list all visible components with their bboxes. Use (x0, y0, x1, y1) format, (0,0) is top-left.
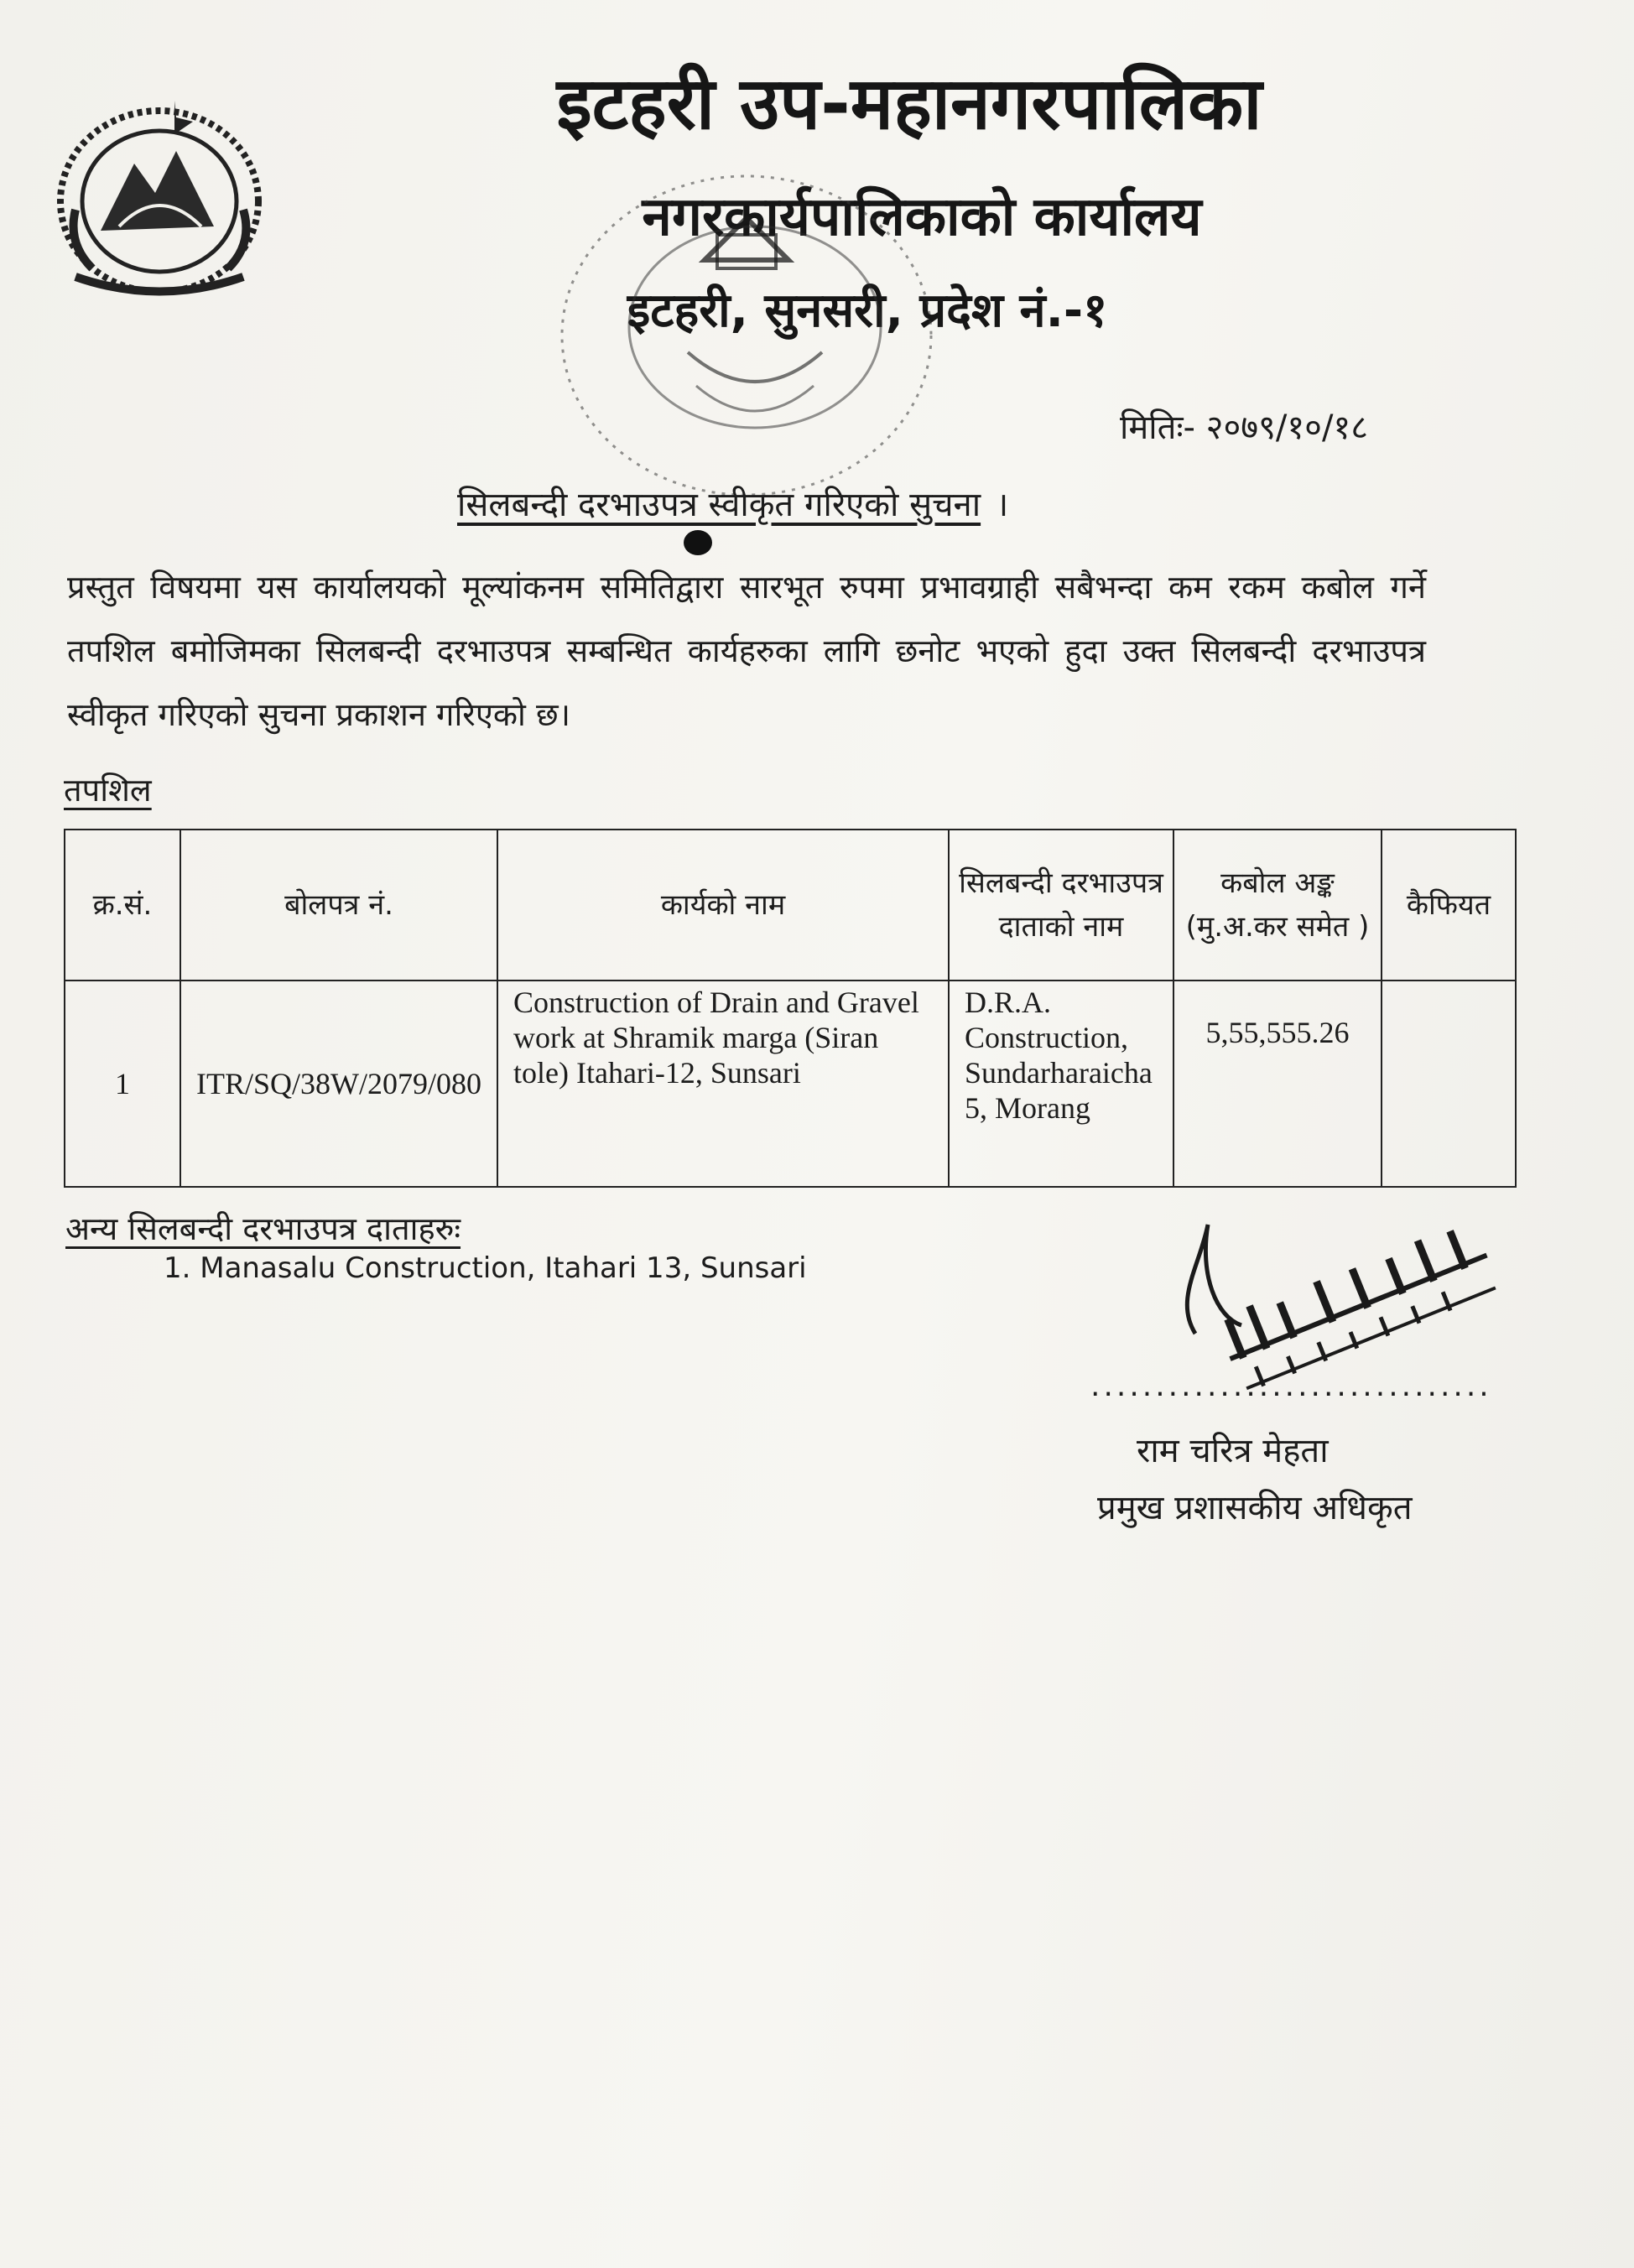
tender-table (64, 829, 1517, 1188)
col-header-bid-no: बोलपत्र नं. (180, 830, 497, 981)
cell-bidder: D.R.A. Construction, Sundarharaicha 5, Morang (949, 981, 1173, 1187)
other-bidder-item: 1. Manasalu Construction, Itahari 13, Sunsari (164, 1251, 807, 1285)
notice-date: मितिः- २०७९/१०/१८ (1120, 408, 1369, 447)
cell-bid-no: ITR/SQ/38W/2079/080 (180, 981, 497, 1187)
office-address: इटहरी, सुनसरी, प्रदेश नं.-१ (627, 284, 1108, 338)
col-header-work-name: कार्यको नाम (497, 830, 949, 981)
ink-blot (684, 530, 712, 555)
org-name: इटहरी उप-महानगरपालिका (556, 62, 1262, 146)
office-seal-stamp (537, 159, 956, 512)
col-header-amount: कबोल अङ्क (मु.अ.कर समेत ) (1173, 830, 1382, 981)
signatory-name: राम चरित्र मेहता (1137, 1432, 1329, 1470)
signatory-title: प्रमुख प्रशासकीय अधिकृत (1097, 1489, 1413, 1527)
subject-text: सिलबन्दी दरभाउपत्र स्वीकृत गरिएको सुचना (457, 486, 981, 524)
signature-line: ............................... (1090, 1369, 1492, 1403)
cell-work-name: Construction of Drain and Gravel work at Shramik marga (Siran tole) Itahari-12, Sunsari (497, 981, 949, 1187)
col-header-sn: क्र.सं. (65, 830, 180, 981)
notice-subject (457, 480, 1008, 526)
cell-amount: 5,55,555.26 (1173, 981, 1382, 1187)
subject-end-mark: । (996, 486, 1009, 524)
office-name: नगरकार्यपालिकाको कार्यालय (642, 186, 1202, 248)
cell-sn: 1 (65, 981, 180, 1187)
other-bidders-label: अन्य सिलबन्दी दरभाउपत्र दाताहरुः (65, 1210, 461, 1247)
notice-body: प्रस्तुत विषयमा यस कार्यालयको मूल्यांकनम समितिद्वारा सारभूत रुपमा प्रभावग्राही सबैभन्दा कम रकम कबोल गर्ने तपशिल बमोजिमका सिलबन्दी दरभाउपत्र सम्बन्धित कार्यहरुका लागि छनोट भएको हुदा उक्त सिलबन्दी दरभाउपत्र स्वीकृत गरिएको सुचना प्रकाशन गरिएको छ। (67, 569, 1426, 733)
col-header-bidder: सिलबन्दी दरभाउपत्र दाताको नाम (949, 830, 1173, 981)
col-header-remarks: कैफियत (1382, 830, 1516, 981)
details-label: तपशिल (64, 772, 152, 809)
table-row (65, 981, 1516, 1187)
table-header-row (65, 830, 1516, 981)
cell-remarks (1382, 981, 1516, 1187)
